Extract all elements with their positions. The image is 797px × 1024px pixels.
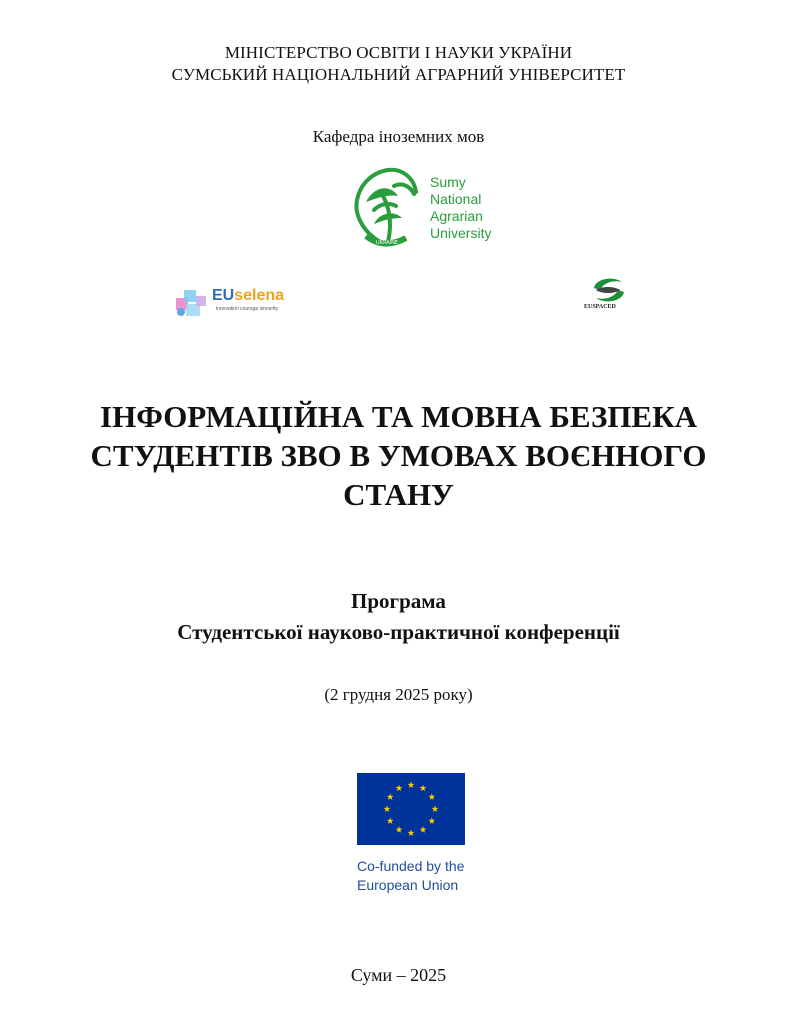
snau-word-2: National [430, 191, 482, 207]
department-name: Кафедра іноземних мов [312, 127, 485, 146]
ministry-line-1: МІНІСТЕРСТВО ОСВІТИ І НАУКИ УКРАЇНИ [224, 43, 573, 62]
eu-cofund-line-1: Co-funded by the [357, 858, 465, 874]
conference-date: (2 грудня 2025 року) [324, 685, 473, 704]
title-line-2: СТУДЕНТІВ ЗВО В УМОВАХ ВОЄННОГО [90, 438, 707, 473]
snau-word-1: Sumy [430, 174, 466, 190]
euspaced-label: EUSPACED [584, 304, 616, 310]
euspaced-swirl-icon [586, 274, 632, 308]
ministry-header [0, 42, 797, 86]
eu-cofunded-text [357, 857, 464, 895]
eu-flag-icon [357, 773, 465, 845]
program-line-1: Програма [351, 589, 446, 613]
city-year-footer: Суми – 2025 [350, 965, 447, 985]
eu-cofund-line-2: European Union [357, 877, 459, 893]
title-line-1: ІНФОРМАЦІЙНА ТА МОВНА БЕЗПЕКА [100, 399, 697, 434]
euselena-eu: EU [212, 287, 235, 304]
ministry-line-2: СУМСЬКИЙ НАЦІОНАЛЬНИЙ АГРАРНИЙ УНІВЕРСИТЕТ [171, 65, 626, 84]
euselena-wordmark [212, 287, 284, 305]
title-line-3: СТАНУ [343, 477, 454, 512]
euselena-tagline: innovation courage sincerity [216, 306, 278, 312]
snau-word-4: University [430, 225, 492, 241]
euselena-selena: selena [234, 287, 285, 304]
document-title [60, 397, 737, 514]
snau-ribbon-text: UKRAINE [376, 240, 399, 246]
program-line-2: Студентської науково-практичної конференції [177, 620, 620, 644]
snau-wordmark [430, 174, 491, 242]
snau-word-3: Agrarian [430, 208, 483, 224]
program-heading [0, 586, 797, 648]
